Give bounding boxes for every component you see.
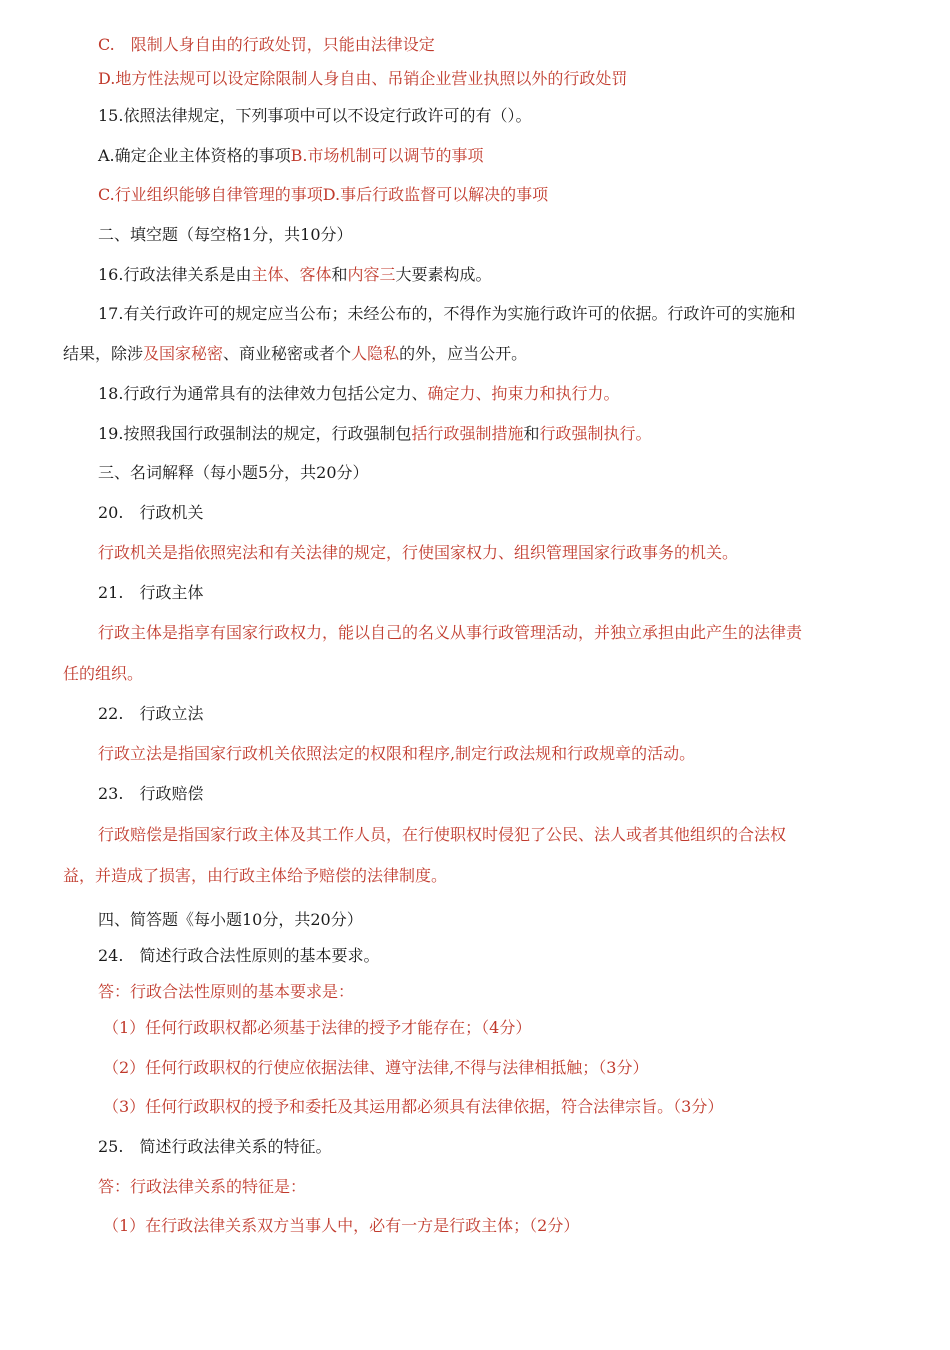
section-fill-in-heading: 二、填空题（每空格1分，共10分） [98, 225, 353, 244]
section-terms-heading: 三、名词解释（每小题5分，共20分） [98, 463, 369, 482]
q17-line-1: 17.有关行政许可的规定应当公布；未经公布的，不得作为实施行政许可的依据。行政许可的实施和 [98, 304, 796, 323]
q25-point-1: （1）在行政法律关系双方当事人中，必有一方是行政主体；（2分） [103, 1216, 580, 1235]
q18 [98, 384, 619, 404]
q19 [98, 424, 652, 444]
q25-title: 25. 简述行政法律关系的特征。 [98, 1137, 332, 1156]
q19-text-2: 和 [523, 424, 540, 443]
q21-answer-line-1: 行政主体是指享有国家行政权力，能以自己的名义从事行政管理活动，并独立承担由此产生的法律责 [98, 623, 803, 642]
q14-option-c: C. 限制人身自由的行政处罚，只能由法律设定 [98, 35, 435, 54]
q16-text-1: 16.行政法律关系是由 [98, 265, 252, 284]
q19-text-1: 19.按照我国行政强制法的规定，行政强制包 [98, 424, 412, 443]
q17-text-1: 结果，除涉 [63, 344, 144, 363]
q19-answer-1: 括行政强制措施 [411, 424, 524, 443]
q16-text-3: 大要素构成。 [395, 265, 492, 284]
q19-answer-2: 行政强制执行。 [539, 424, 652, 443]
q15-options-cd [98, 185, 548, 205]
q23-answer-line-1: 行政赔偿是指国家行政主体及其工作人员，在行使职权时侵犯了公民、法人或者其他组织的合法权 [98, 825, 787, 844]
q20-answer: 行政机关是指依照宪法和有关法律的规定，行使国家权力、组织管理国家行政事务的机关。 [98, 543, 739, 562]
q15-options-ab [98, 146, 484, 166]
q16 [98, 265, 492, 285]
q17-line-2 [63, 344, 527, 364]
q24-point-2: （2）任何行政职权的行使应依据法律、遵守法律,不得与法律相抵触；（3分） [103, 1058, 649, 1077]
q23-answer-line-2: 益，并造成了损害，由行政主体给予赔偿的法律制度。 [63, 866, 448, 885]
q15-stem: 15.依照法律规定，下列事项中可以不设定行政许可的有（）。 [98, 106, 532, 125]
q17-text-2: 、商业秘密或者个 [223, 344, 352, 363]
q21-answer-line-2: 任的组织。 [63, 664, 144, 683]
q17-text-3: 的外，应当公开。 [399, 344, 528, 363]
q16-answer-2: 内容三 [347, 265, 396, 284]
q24-title: 24. 简述行政合法性原则的基本要求。 [98, 946, 380, 965]
q22-title: 22. 行政立法 [98, 704, 204, 723]
section-short-answer-heading: 四、简答题《每小题10分，共20分） [98, 910, 363, 929]
q24-answer-intro: 答：行政合法性原则的基本要求是： [98, 982, 355, 1001]
q20-title: 20. 行政机关 [98, 503, 204, 522]
q15-option-d: D.事后行政监督可以解决的事项 [322, 185, 549, 204]
q18-text-1: 18.行政行为通常具有的法律效力包括公定力、 [98, 384, 428, 403]
q17-answer-1: 及国家秘密 [143, 344, 224, 363]
q22-answer: 行政立法是指国家行政机关依照法定的权限和程序,制定行政法规和行政规章的活动。 [98, 744, 696, 763]
q25-answer-intro: 答：行政法律关系的特征是： [98, 1177, 307, 1196]
q14-option-d: D.地方性法规可以设定除限制人身自由、吊销企业营业执照以外的行政处罚 [98, 69, 628, 88]
q21-title: 21. 行政主体 [98, 583, 204, 602]
q15-option-a: A.确定企业主体资格的事项 [98, 146, 291, 165]
q15-option-c: C.行业组织能够自律管理的事项 [98, 185, 323, 204]
q17-answer-2: 人隐私 [351, 344, 400, 363]
q24-point-3: （3）任何行政职权的授予和委托及其运用都必须具有法律依据，符合法律宗旨。（3分） [103, 1097, 724, 1116]
q15-option-b: B.市场机制可以调节的事项 [290, 146, 484, 165]
q18-answer-1: 确定力、拘束力和执行力。 [427, 384, 620, 403]
q16-answer-1: 主体、客体 [251, 265, 332, 284]
q24-point-1: （1）任何行政职权都必须基于法律的授予才能存在；（4分） [103, 1018, 532, 1037]
q16-text-2: 和 [331, 265, 348, 284]
q23-title: 23. 行政赔偿 [98, 784, 204, 803]
